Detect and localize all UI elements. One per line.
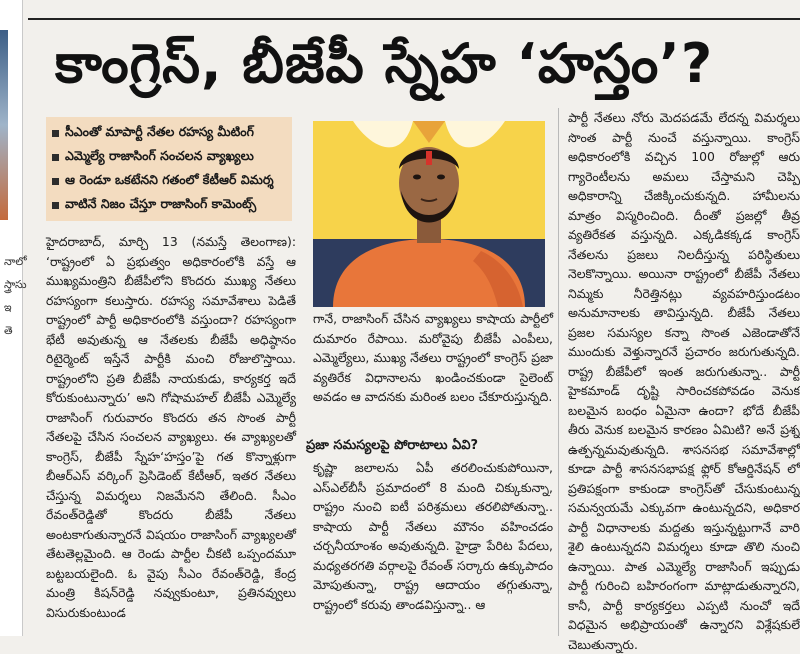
portrait-illustration xyxy=(313,121,545,307)
highlights-box xyxy=(46,117,292,221)
highlight-item xyxy=(52,121,286,145)
headline: కాంగ్రెస్, బీజేపీ స్నేహ ‘హస్తం’? xyxy=(55,32,714,95)
article-column-3 xyxy=(568,108,800,652)
top-rule xyxy=(28,18,800,20)
highlight-text: ఎమ్మెల్యే రాజాసింగ్ సంచలన వ్యాఖ్యలు xyxy=(65,147,254,163)
adjacent-article-text: నాలో స్త్రాసు ఇతె xyxy=(4,255,27,337)
highlight-item xyxy=(52,193,286,217)
bullet-square-icon xyxy=(52,130,59,137)
article-column-1 xyxy=(46,232,296,636)
highlight-text: ఆ రెండూ ఒకటేనని గతంలో కేటీఆర్ విమర్శ xyxy=(65,171,274,187)
raja-singh-photo xyxy=(313,121,545,307)
bullet-square-icon xyxy=(52,154,59,161)
highlight-item xyxy=(52,169,286,193)
tilak-mark xyxy=(426,151,432,165)
article-paragraph: పార్టీ నేతలు నోరు మెదపడమే లేదన్న విమర్శలు సొంత పార్టీ నుంచే వస్తున్నాయి. కాంగ్రెస్ అధికారంలోకి వచ్చిన 100 రోజుల్లో ఆరు గ్యారెంటీలను అమలు చేస్తామని చెప్పి అధికారాన్ని చేజిక్కించుకున్నది. హామీలను మాత్రం విస్మరించింది. దీంతో ప్రజల్లో తీవ్ర వ్యతిరేకత వస్తున్నది. ఎక్కడికక్కడ కాంగ్రెస్ నేతలను ప్రజలు నిలదీస్తున్న పరిస్థితులు నెలకొన్నాయి. అయినా రాష్ట్రంలో బీజేపీ నేతలు నిమ్మకు నీరెత్తినట్లు వ్యవహరిస్తుండటం అనుమానాలకు తావిస్తున్నది. బీజేపీ నేతలు ప్రజల సమస్యల కన్నా సొంత ఎజెండాతోనే ముందుకు వెళ్తున్నారనే ప్రచారం జరుగుతున్నది. రాష్ట్ర బీజేపీలో ఇంత జరుగుతున్నా.. పార్టీ హైకమాండ్ దృష్టి సారించకపోవడం వెనుక బలమైన బంధం ఏమైనా ఉందా? భోదే బీజేపీ తీరు వెనుక బలమైన కారణం ఏమిటి? అనే ప్రశ్న ఉత్పన్నమవుతున్నది. శాసనసభ సమావేశాల్లో కూడా పార్టీ శాసనసభాపక్ష ఫ్లోర్ కోఆర్డినేషన్ లో ప్రతిపక్షంగా కాకుండా కాంగ్రెస్‌తో చేసుకుంటున్న సమన్వయమే ఎక్కువగా ఉంటున్నదని, అధికార పార్టీ విధానాలకు మద్దతు ఇస్తున్నట్టుగానే వారి శైలి ఉంటున్నదని విమర్శలు కూడా తొలి నుంచి ఉన్నాయి. పాత ఎమ్మెల్యే రాజాసింగ్ ఇప్పుడు పార్టీ గురించి బహిరంగంగా మాట్లాడుతున్నారని, కానీ, పార్టీ కార్యకర్తలు ఎప్పటి నుంచో ఇదే విధమైన అభిప్రాయంతో ఉన్నారని విశ్లేషకులే చెబుతున్నారు. xyxy=(568,110,800,652)
article-paragraph: గానే, రాజాసింగ్ చేసిన వ్యాఖ్యలు కాషాయ పార్టీలో దుమారం రేపాయి. మరోవైపు బీజేపీ ఎంపీలు, ఎమ్మెల్యేలు, ముఖ్య నేతలు రాష్ట్రంలో కాంగ్రెస్ ప్రజా వ్యతిరేక విధానాలను ఖండించకుండా సైలెంట్ అవడం ఆ వాదనకు మరింత బలం చేకూరుస్తున్నది. xyxy=(313,311,553,404)
highlight-text: వాటినే నిజం చేస్తూ రాజాసింగ్ కామెంట్స్ xyxy=(65,195,257,211)
highlight-text: సీఎంతో మాపార్టీ నేతల రహస్య మీటింగ్ xyxy=(65,123,254,139)
article-column-2-bottom xyxy=(313,458,553,636)
adjacent-photo-edge xyxy=(0,30,8,220)
adjacent-article-strip xyxy=(0,0,27,636)
article-column-2-top xyxy=(313,309,553,425)
right-eye xyxy=(437,175,445,180)
article-paragraph: కృష్ణా జలాలను ఏపీ తరలించుకుపోయినా, ఎస్‌ఎల్‌బీసీ ప్రమాదంలో 8 మంది చిక్కుకున్నా, రాష్ట్రం నుంచి ఐటీ పరిశ్రమలు తరలిపోతున్నా.. కాషాయ పార్టీ నేతలు మౌనం వహించడం చర్చనీయాంశం అవుతున్నది. హైడ్రా పేరిట పేదలు, మధ్యతరగతి వర్గాలపై రేవంత్ సర్కారు ఉక్కుపాదం మోపుతున్నా, రాష్ట్ర ఆదాయం తగ్గుతున్నా, రాష్ట్రంలో కరువు తాండవిస్తున్నా.. ఆ xyxy=(313,460,553,612)
bullet-square-icon xyxy=(52,202,59,209)
column-divider xyxy=(558,108,559,636)
article-subheading: ప్రజా సమస్యలపై పోరాటాలు ఏవి? xyxy=(306,438,479,453)
highlight-item xyxy=(52,145,286,169)
article-paragraph: హైదరాబాద్, మార్చి 13 (నమస్తే తెలంగాణ): ‘రాష్ట్రంలో ఏ ప్రభుత్వం అధికారంలోకి వస్తే ఆ ముఖ్యమంత్రిని బీజేపీలోని కొందరు ముఖ్య నేతలు రహస్యంగా కలుస్తారు. రహస్య సమావేశాలు పెడితే రాష్ట్రంలో పార్టీ అధికారంలోకి వస్తుందా? రహస్యంగా భేటీ అవుతున్న ఆ నేతలకు బీజేపీ అధిష్ఠానం రిటైర్మెంట్ ఇస్తేనే పార్టీకి మంచి రోజులొస్తాయి. రాష్ట్రంలోని ప్రతి బీజేపీ నాయకుడు, కార్యకర్త ఇదే కోరుకుంటున్నారు’ అని గోషామహల్ బీజేపీ ఎమ్మెల్యే రాజాసింగ్ గురువారం కొందరు తన సొంత పార్టీ నేతలపై చేసిన సంచలన వ్యాఖ్యలు. ఈ వ్యాఖ్యలతో కాంగ్రెస్, బీజేపీ స్నేహ‘హస్తం’పై గత కొన్నాళ్లుగా బీఆర్‌ఎస్ వర్కింగ్ ప్రెసిడెంట్ కేటీఆర్, ఇతర నేతలు చేస్తున్న విమర్శలు నిజమేనని తేలింది. సీఎం రేవంత్‌రెడ్డితో కొందరు బీజేపీ నేతలు అంటకాగుతున్నారనే విషయం రాజాసింగ్ వ్యాఖ్యలతో తేటతెల్లమైంది. ఆ రెండు పార్టీల చీకటి ఒప్పందమూ బట్టబయలైంది. ఓ వైపు సీఎం రేవంత్‌రెడ్డి, కేంద్ర మంత్రి కిషన్‌రెడ్డి నవ్వుకుంటూ, ప్రతినవ్వులు విసురుకుంటుండ xyxy=(46,234,296,620)
bullet-square-icon xyxy=(52,178,59,185)
left-eye xyxy=(413,175,421,180)
